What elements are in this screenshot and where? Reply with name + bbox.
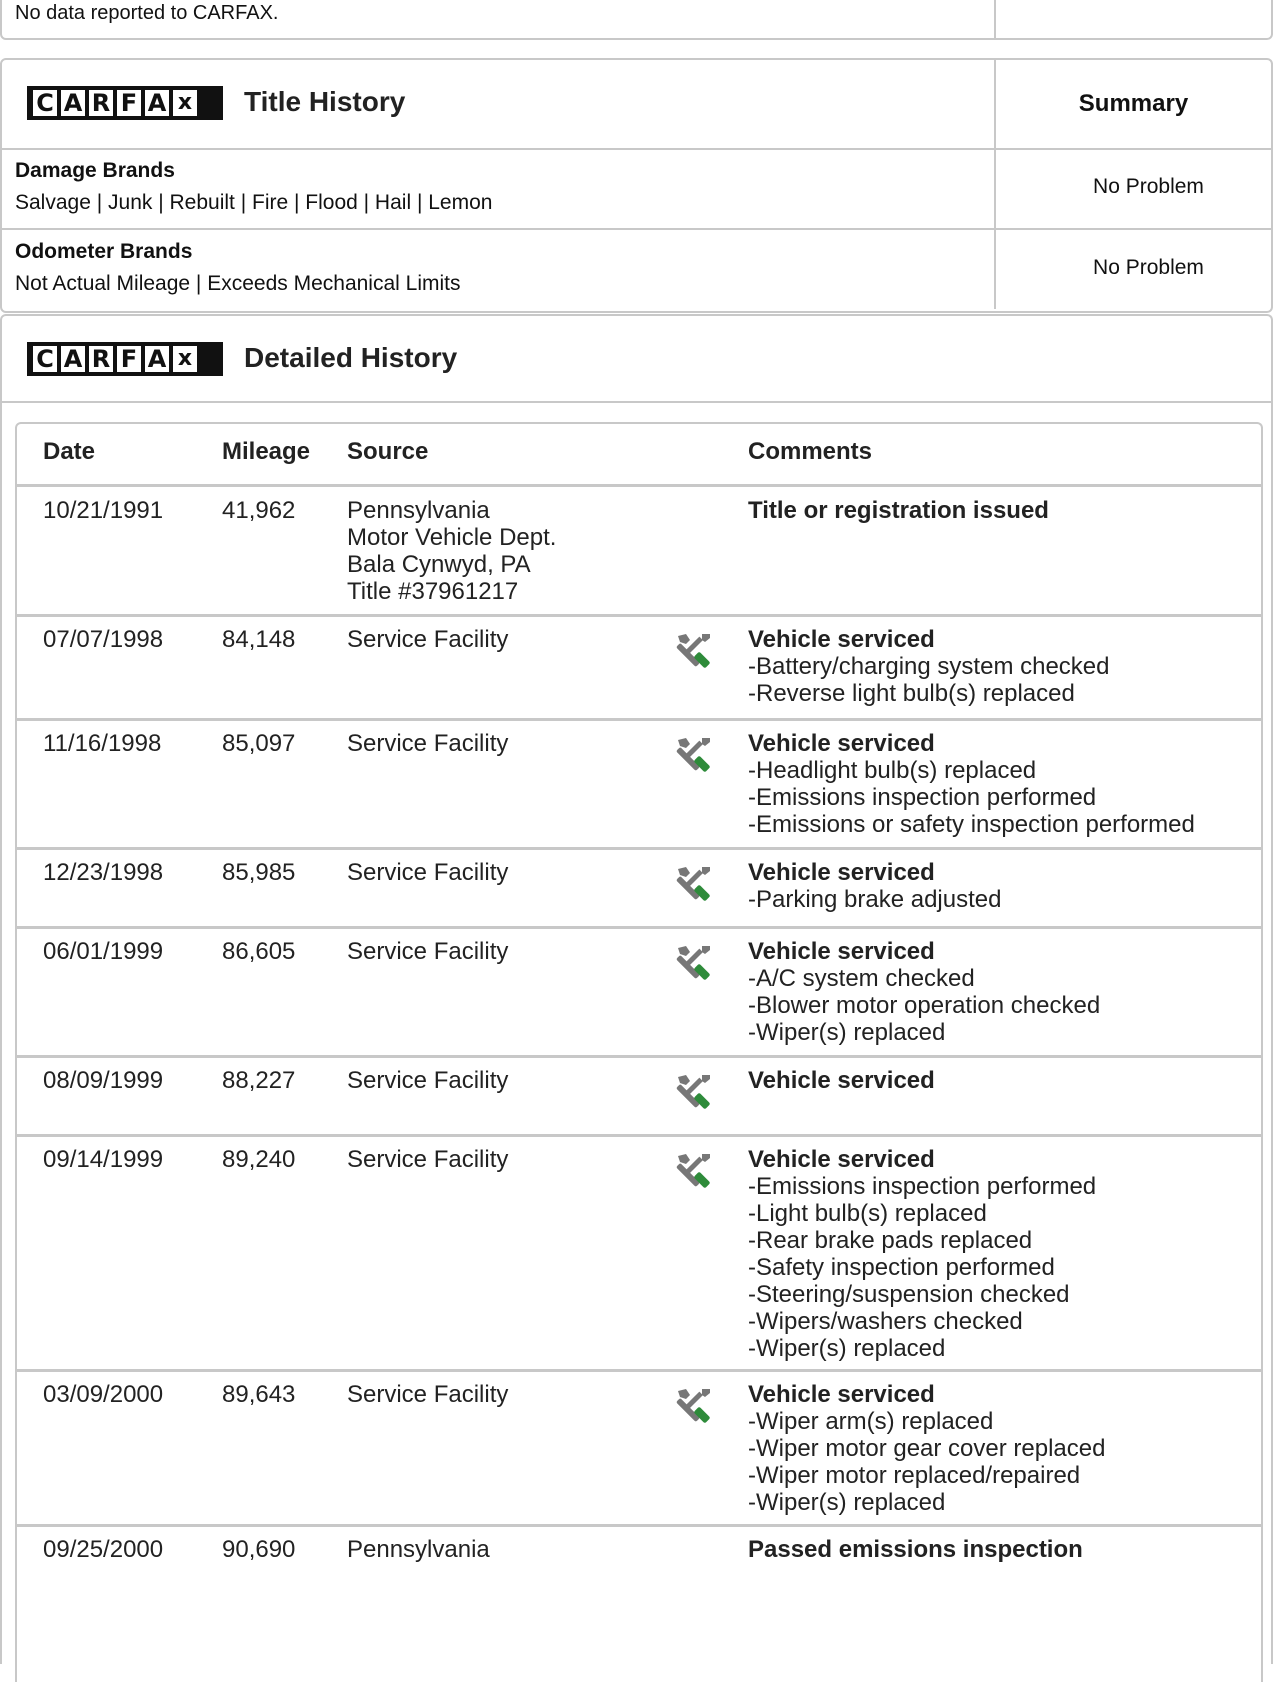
row-date: 07/07/1998 [43, 626, 164, 653]
column-header-date: Date [43, 438, 96, 465]
row-source [347, 859, 508, 886]
comment-headline: Passed emissions inspection [748, 1536, 1083, 1563]
damage-brands-row [2, 148, 1271, 230]
row-date: 08/09/1999 [43, 1067, 164, 1094]
source-line: Motor Vehicle Dept. [347, 524, 557, 551]
wrench-screwdriver-icon [672, 863, 714, 905]
no-data-note: No data reported to CARFAX. [15, 2, 279, 24]
comment-item: -Reverse light bulb(s) replaced [748, 680, 1075, 707]
comment-item: -Emissions or safety inspection performed [748, 811, 1195, 838]
table-row [17, 614, 1261, 721]
comment-item: -Wiper(s) replaced [748, 1019, 946, 1046]
column-divider [994, 0, 996, 38]
row-source [347, 626, 508, 653]
row-date: 03/09/2000 [43, 1381, 164, 1408]
wrench-screwdriver-icon [672, 1150, 714, 1192]
row-mileage: 90,690 [222, 1536, 296, 1563]
row-date: 06/01/1999 [43, 938, 164, 965]
table-row [17, 1369, 1261, 1527]
comment-item: -Wiper motor gear cover replaced [748, 1435, 1106, 1462]
title-history-panel [0, 58, 1273, 313]
brand-status-cell [994, 229, 1271, 309]
wrench-screwdriver-icon [672, 1385, 714, 1427]
previous-section-panel [0, 0, 1273, 40]
row-comments [748, 626, 1110, 707]
column-header-source: Source [347, 438, 429, 465]
wrench-screwdriver-icon [672, 942, 714, 984]
comment-item: -Steering/suspension checked [748, 1281, 1070, 1308]
comment-item: -Light bulb(s) replaced [748, 1200, 987, 1227]
row-date: 10/21/1991 [43, 497, 164, 524]
table-row [17, 1134, 1261, 1372]
brand-status: No Problem [1093, 256, 1204, 279]
row-comments [748, 1067, 935, 1094]
wrench-screwdriver-icon [672, 734, 714, 776]
row-mileage: 84,148 [222, 626, 296, 653]
row-comments [748, 497, 1049, 524]
carfax-logo: C A R F A x [27, 342, 223, 376]
column-header-mileage: Mileage [222, 438, 311, 465]
detailed-history-title: Detailed History [244, 342, 458, 373]
table-row [17, 1055, 1261, 1137]
brand-description: Not Actual Mileage | Exceeds Mechanical Limits [15, 272, 461, 295]
comment-item: -Rear brake pads replaced [748, 1227, 1033, 1254]
comment-headline: Vehicle serviced [748, 730, 935, 757]
row-mileage: 85,985 [222, 859, 296, 886]
source-line: Service Facility [347, 1146, 509, 1173]
comment-item: -Emissions inspection performed [748, 1173, 1097, 1200]
odometer-brands-row [2, 229, 1271, 309]
wrench-screwdriver-icon [672, 1071, 714, 1113]
source-line: Service Facility [347, 859, 509, 886]
comment-item: -Battery/charging system checked [748, 653, 1110, 680]
row-date: 09/25/2000 [43, 1536, 164, 1563]
table-row [17, 926, 1261, 1058]
table-row [17, 485, 1261, 617]
row-comments [748, 1536, 1083, 1563]
row-source [347, 497, 556, 605]
summary-label: Summary [1078, 90, 1189, 117]
row-mileage: 89,240 [222, 1146, 296, 1173]
row-comments [748, 730, 1195, 838]
comment-item: -Blower motor operation checked [748, 992, 1101, 1019]
table-row [17, 1524, 1261, 1684]
source-line: Service Facility [347, 1067, 509, 1094]
source-line: Service Facility [347, 730, 509, 757]
row-source [347, 1146, 508, 1173]
row-comments [748, 859, 1001, 913]
brand-title: Odometer Brands [15, 240, 193, 263]
row-mileage: 86,605 [222, 938, 296, 965]
comment-item: -Emissions inspection performed [748, 784, 1097, 811]
table-row [17, 847, 1261, 929]
row-mileage: 41,962 [222, 497, 296, 524]
comment-item: -Wiper motor replaced/repaired [748, 1462, 1081, 1489]
row-source [347, 1381, 508, 1408]
title-history-header [2, 60, 1271, 150]
row-source [347, 1067, 508, 1094]
brand-title: Damage Brands [15, 159, 175, 182]
brand-status-cell [994, 148, 1271, 228]
source-line: Title #37961217 [347, 578, 519, 605]
carfax-logo: C A R F A x [27, 86, 223, 120]
detailed-history-header [2, 316, 1271, 403]
column-header-comments: Comments [748, 438, 873, 465]
table-row [17, 718, 1261, 850]
source-line: Service Facility [347, 1381, 509, 1408]
comment-headline: Vehicle serviced [748, 1067, 935, 1094]
wrench-screwdriver-icon [672, 630, 714, 672]
row-mileage: 89,643 [222, 1381, 296, 1408]
detailed-history-panel [0, 314, 1273, 1664]
source-line: Service Facility [347, 626, 509, 653]
comment-item: -Wiper arm(s) replaced [748, 1408, 994, 1435]
summary-header [994, 60, 1271, 148]
row-date: 12/23/1998 [43, 859, 164, 886]
source-line: Bala Cynwyd, PA [347, 551, 531, 578]
comment-item: -Headlight bulb(s) replaced [748, 757, 1037, 784]
comment-item: -Wiper(s) replaced [748, 1335, 946, 1362]
brand-status: No Problem [1093, 175, 1204, 198]
row-mileage: 85,097 [222, 730, 296, 757]
comment-headline: Vehicle serviced [748, 626, 935, 653]
source-line: Pennsylvania [347, 1536, 490, 1563]
comment-item: -Wipers/washers checked [748, 1308, 1023, 1335]
comment-item: -Wiper(s) replaced [748, 1489, 946, 1516]
row-date: 11/16/1998 [43, 730, 162, 757]
title-history-title: Title History [244, 86, 406, 117]
row-comments [748, 938, 1100, 1046]
comment-headline: Title or registration issued [748, 497, 1049, 524]
source-line: Service Facility [347, 938, 509, 965]
source-line: Pennsylvania [347, 497, 490, 524]
row-mileage: 88,227 [222, 1067, 296, 1094]
row-comments [748, 1146, 1096, 1362]
comment-item: -A/C system checked [748, 965, 975, 992]
comment-headline: Vehicle serviced [748, 1146, 935, 1173]
row-source [347, 938, 508, 965]
brand-description: Salvage | Junk | Rebuilt | Fire | Flood | Hail | Lemon [15, 191, 493, 214]
comment-headline: Vehicle serviced [748, 859, 935, 886]
row-source [347, 730, 508, 757]
comment-headline: Vehicle serviced [748, 1381, 935, 1408]
history-table [15, 422, 1263, 1682]
row-date: 09/14/1999 [43, 1146, 164, 1173]
comment-item: -Parking brake adjusted [748, 886, 1002, 913]
row-source [347, 1536, 490, 1563]
comment-headline: Vehicle serviced [748, 938, 935, 965]
table-header [17, 424, 1261, 487]
row-comments [748, 1381, 1105, 1516]
comment-item: -Safety inspection performed [748, 1254, 1055, 1281]
